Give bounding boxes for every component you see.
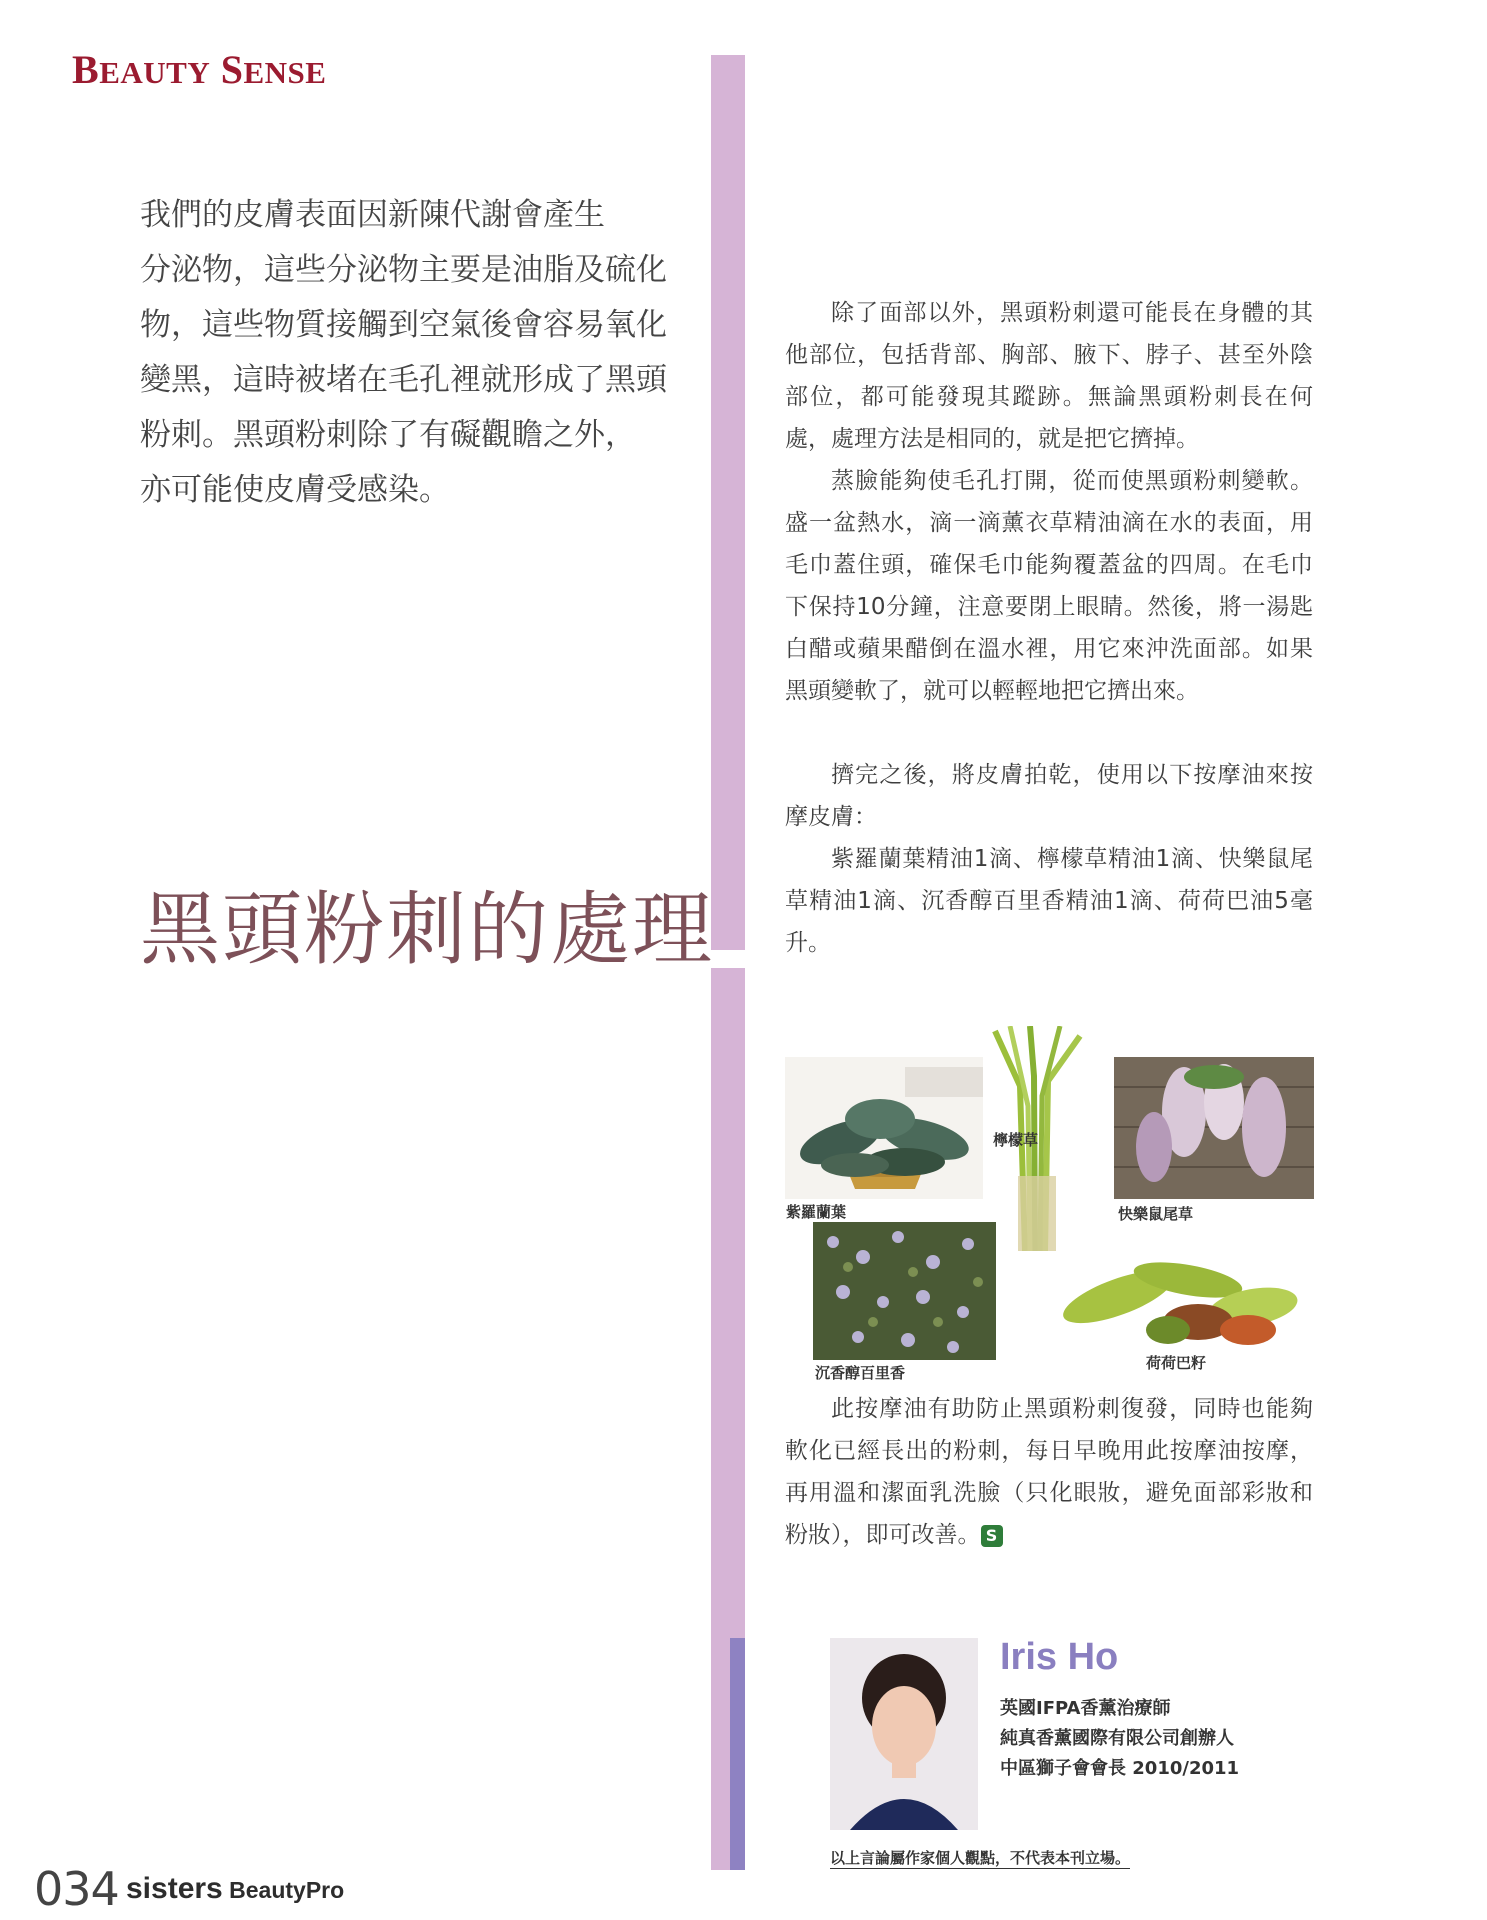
clary-sage-photo [1114, 1057, 1314, 1199]
intro-paragraph [140, 188, 700, 518]
violet-caption: 紫羅蘭葉 [786, 1203, 847, 1221]
author-title-line: 英國IFPA香薰治療師 [1000, 1698, 1171, 1719]
intro-line: 粉刺。黑頭粉刺除了有礙觀瞻之外， [140, 417, 636, 453]
brand-sub: BeautyPro [222, 1877, 345, 1903]
body-paragraph: 紫羅蘭葉精油1滴、檸檬草精油1滴、快樂鼠尾草精油1滴、沉香醇百里香精油1滴、荷荷巴油5毫升。 [785, 846, 1313, 956]
african-violet-photo [785, 1057, 983, 1199]
brand-main: sisters [126, 1872, 223, 1905]
body-paragraph: 除了面部以外，黑頭粉刺還可能長在身體的其他部位，包括背部、胸部、腋下、脖子、甚至外陰部位，都可能發現其蹤跡。無論黑頭粉刺長在何處，處理方法是相同的，就是把它擠掉。 [785, 300, 1313, 452]
intro-line: 分泌物，這些分泌物主要是油脂及硫化 [140, 252, 667, 288]
decorative-bar-top [711, 55, 745, 950]
page-number: 034 [34, 1862, 119, 1916]
author-title-line: 中區獅子會會長 2010/2011 [1000, 1758, 1240, 1779]
closing-paragraph [785, 1388, 1313, 1556]
section-title: 黑頭粉刺的處理 [140, 883, 714, 976]
intro-line: 變黑，這時被堵在毛孔裡就形成了黑頭 [140, 362, 667, 398]
intro-line: 物，這些物質接觸到空氣後會容易氧化 [140, 307, 667, 343]
header-cap-s: S [220, 47, 244, 92]
header-cap-b: B [72, 47, 100, 92]
author-photo [830, 1638, 978, 1830]
intro-line: 我們的皮膚表面因新陳代謝會產生 [140, 197, 605, 233]
end-mark-badge: S [981, 1525, 1003, 1547]
decorative-bar-accent [730, 1638, 745, 1870]
intro-line: 亦可能使皮膚受感染。 [140, 472, 450, 508]
body-paragraph: 此按摩油有助防止黑頭粉刺復發，同時也能夠軟化已經長出的粉刺，每日早晚用此按摩油按摩，再用溫和潔面乳洗臉（只化眼妝，避免面部彩妝和粉妝），即可改善。 [785, 1396, 1313, 1548]
disclaimer: 以上言論屬作家個人觀點，不代表本刊立場。 [830, 1849, 1131, 1867]
clary-sage-caption: 快樂鼠尾草 [1118, 1205, 1194, 1223]
header-rest-eauty: EAUTY [99, 55, 211, 90]
jojoba-caption: 荷荷巴籽 [1146, 1354, 1207, 1372]
author-name: Iris Ho [1000, 1636, 1119, 1678]
thyme-caption: 沉香醇百里香 [815, 1364, 906, 1382]
body-paragraph: 擠完之後，將皮膚拍乾，使用以下按摩油來按摩皮膚： [785, 762, 1313, 830]
magazine-brand [126, 1872, 344, 1906]
thyme-photo [813, 1222, 996, 1360]
author-title-line: 純真香薰國際有限公司創辦人 [1000, 1728, 1234, 1749]
header-rest-ense: ENSE [243, 55, 327, 90]
lemongrass-caption: 檸檬草 [993, 1131, 1039, 1149]
jojoba-photo [1058, 1252, 1303, 1350]
magazine-section-header [72, 46, 326, 93]
body-paragraph: 蒸臉能夠使毛孔打開，從而使黑頭粉刺變軟。盛一盆熱水，滴一滴薰衣草精油滴在水的表面，用毛巾蓋住頭，確保毛巾能夠覆蓋盆的四周。在毛巾下保持10分鐘，注意要閉上眼睛。然後，將一湯匙白醋或蘋果醋倒在溫水裡，用它來沖洗面部。如果黑頭變軟了，就可以輕輕地把它擠出來。 [785, 468, 1313, 704]
article-body [785, 292, 1313, 964]
